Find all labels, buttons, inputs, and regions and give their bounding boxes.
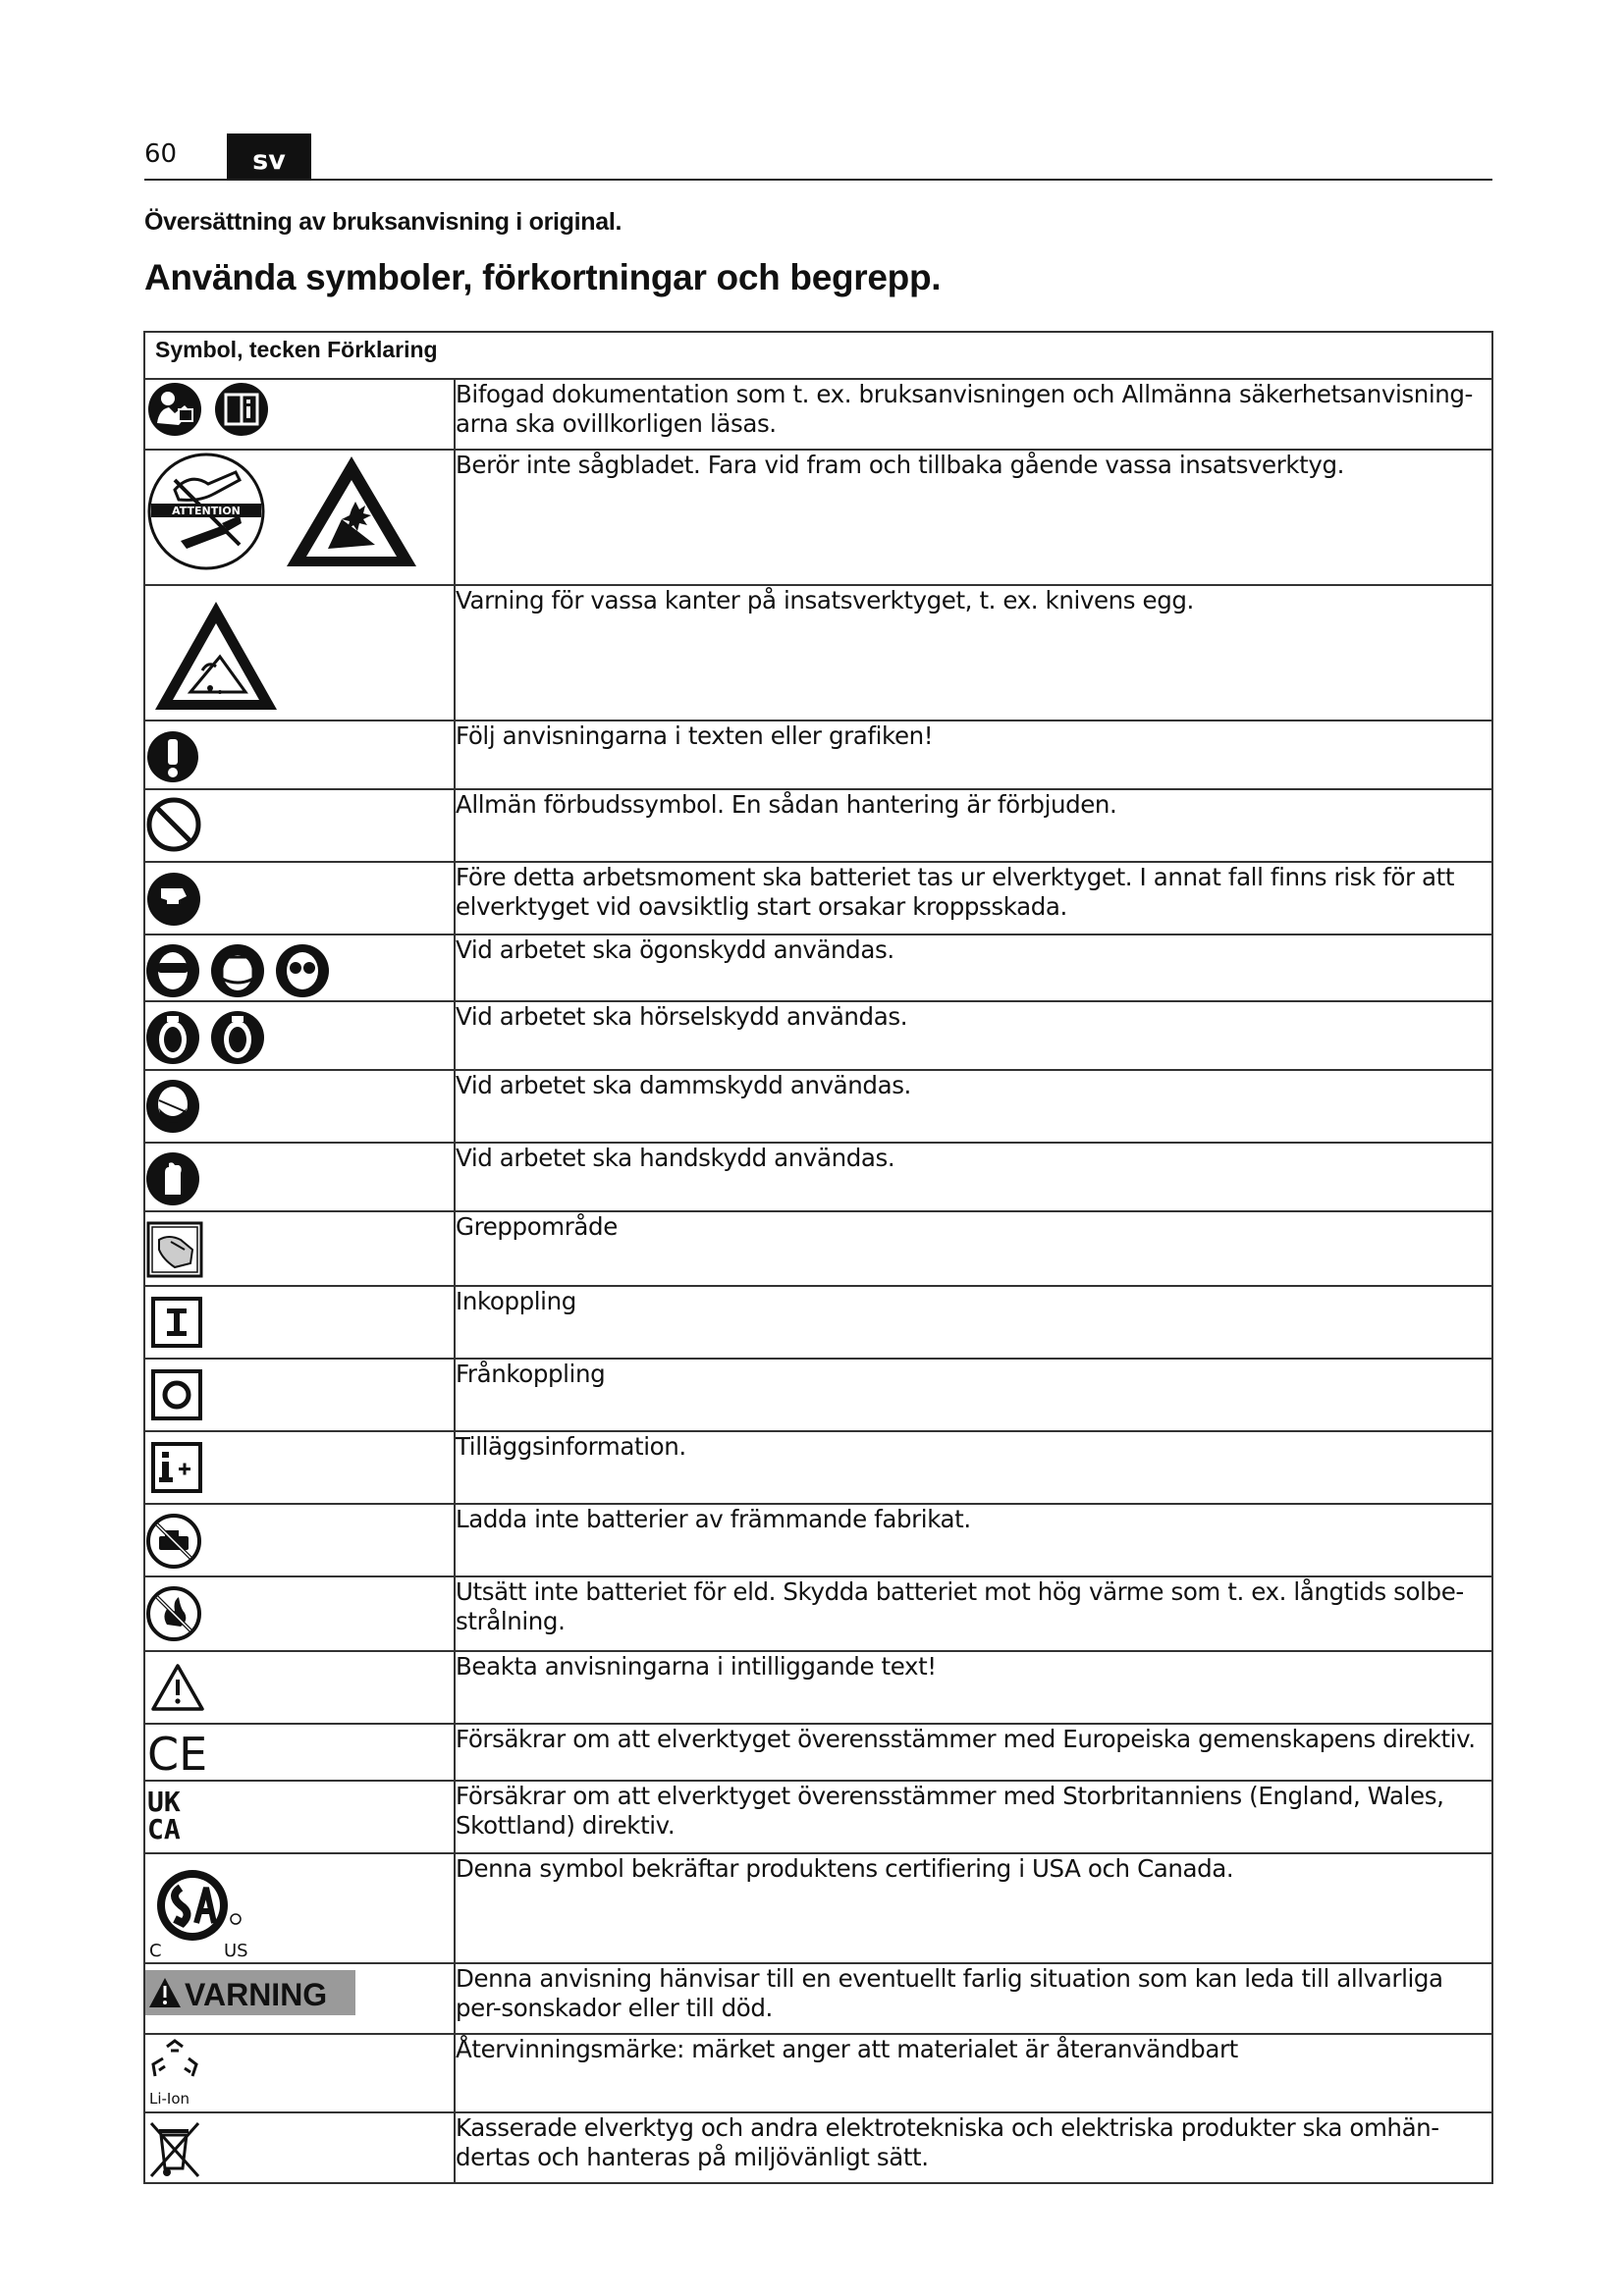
- explanation-cell: Tilläggsinformation.: [455, 1431, 1492, 1504]
- page-title: Använda symboler, förkortningar och begrepp.: [144, 257, 942, 297]
- explanation-cell: Allmän förbudssymbol. En sådan hantering är förbjuden.: [455, 789, 1492, 862]
- explanation-cell: Bifogad dokumentation som t. ex. bruksanvisningen och Allmänna säkerhetsanvisning-arna ska ovillkorligen läsas.: [455, 379, 1492, 450]
- symbol-cell: [144, 1286, 455, 1359]
- header-explanation: Förklaring: [327, 337, 438, 362]
- table-row: [144, 1781, 1492, 1853]
- table-row: [144, 585, 1492, 721]
- table-row: [144, 721, 1492, 789]
- table-row: [144, 934, 1492, 1001]
- recycling-li-ion-icon: [145, 2037, 204, 2109]
- symbol-cell: [144, 1431, 455, 1504]
- csa-mark-icon: [145, 1858, 263, 1960]
- table-row: [144, 1504, 1492, 1576]
- table-row: [144, 1963, 1492, 2034]
- csa-us-label: US: [224, 1941, 248, 1960]
- explanation-cell: Kasserade elverktyg och andra elektrotekniska och elektriska produkter ska omhän-dertas och hanteras på miljövänligt sätt.: [455, 2112, 1492, 2183]
- explanation-cell: Denna symbol bekräftar produktens certifiering i USA och Canada.: [455, 1853, 1492, 1963]
- symbol-cell: [144, 1359, 455, 1431]
- table-row: [144, 2112, 1492, 2183]
- goggles-icon: [275, 943, 330, 998]
- explanation-cell: Försäkrar om att elverktyget överensstämmer med Storbritanniens (England, Wales, Skottland) direktiv.: [455, 1781, 1492, 1853]
- dust-mask-icon: [145, 1079, 200, 1134]
- symbol-cell: [144, 1651, 455, 1724]
- eye-protection-icon: [145, 943, 200, 998]
- remove-battery-icon: [145, 871, 202, 928]
- symbol-cell: [144, 789, 455, 862]
- table-row: [144, 1143, 1492, 1211]
- table-row: [144, 1576, 1492, 1651]
- explanation-cell: Frånkoppling: [455, 1359, 1492, 1431]
- symbol-cell: [144, 721, 455, 789]
- symbol-cell: [144, 379, 455, 450]
- prohibition-icon: [145, 796, 202, 853]
- symbol-cell: [144, 1781, 455, 1853]
- symbol-cell: [144, 450, 455, 585]
- explanation-cell: Följ anvisningarna i texten eller grafiken!: [455, 721, 1492, 789]
- table-row: [144, 1651, 1492, 1724]
- ukca-mark-icon: [145, 1786, 204, 1844]
- table-header-row: [144, 332, 1492, 379]
- no-foreign-charger-icon: [145, 1513, 202, 1570]
- gloves-icon: [145, 1151, 200, 1206]
- explanation-cell: Berör inte sågbladet. Fara vid fram och tillbaka gående vassa insatsverktyg.: [455, 450, 1492, 585]
- symbol-cell: [144, 1504, 455, 1576]
- uk-label: UK: [147, 1786, 181, 1818]
- grip-area-icon: [145, 1220, 204, 1279]
- ce-label: CE: [147, 1729, 208, 1778]
- explanation-cell: Före detta arbetsmoment ska batteriet tas ur elverktyget. I annat fall finns risk för att elverktyget vid oavsiktlig start orsakar kroppsskada.: [455, 862, 1492, 934]
- table-row: [144, 1211, 1492, 1286]
- attention-label: ATTENTION: [172, 505, 241, 517]
- explanation-cell: Utsätt inte batteriet för eld. Skydda batteriet mot hög värme som t. ex. långtids solbe-strålning.: [455, 1576, 1492, 1651]
- header-rule: [144, 179, 1492, 181]
- crossed-bin-icon: [145, 2119, 204, 2180]
- explanation-cell: Ladda inte batterier av främmande fabrikat.: [455, 1504, 1492, 1576]
- table-row: [144, 379, 1492, 450]
- exclamation-icon: [145, 729, 200, 784]
- table-row: [144, 1070, 1492, 1143]
- symbol-cell: [144, 1963, 455, 2034]
- face-shield-icon: [210, 943, 265, 998]
- table-row: [144, 1359, 1492, 1431]
- sharp-edge-warning-icon: [151, 598, 281, 714]
- table-row: [144, 1853, 1492, 1963]
- table-row: [144, 1724, 1492, 1781]
- symbol-cell: [144, 934, 455, 1001]
- explanation-cell: Beakta anvisningarna i intilliggande text!: [455, 1651, 1492, 1724]
- csa-c-label: C: [149, 1941, 162, 1960]
- symbol-cell: [144, 2034, 455, 2112]
- explanation-cell: Denna anvisning hänvisar till en eventuellt farlig situation som kan leda till allvarliga per-sonskador eller till död.: [455, 1963, 1492, 2034]
- saw-blade-warning-icon: [283, 451, 420, 572]
- symbol-cell: [144, 585, 455, 721]
- attention-hand-blade-icon: [145, 451, 267, 572]
- read-manual-icon: [145, 380, 204, 439]
- table-row: [144, 2034, 1492, 2112]
- symbol-cell: [144, 2112, 455, 2183]
- info-book-icon: [212, 380, 271, 439]
- symbol-cell: [144, 1211, 455, 1286]
- table-row: [144, 789, 1492, 862]
- table-row: [144, 1286, 1492, 1359]
- symbol-cell: [144, 1853, 455, 1963]
- table-row: [144, 862, 1492, 934]
- symbol-cell: [144, 862, 455, 934]
- ca-label: CA: [147, 1813, 181, 1844]
- language-badge: sv: [227, 133, 311, 181]
- varning-label: VARNING: [185, 1977, 328, 2012]
- li-ion-label: Li-Ion: [149, 2090, 190, 2108]
- varning-label-icon: [145, 1970, 355, 2017]
- ce-mark-icon: [145, 1729, 214, 1778]
- page-number: 60: [144, 139, 178, 169]
- no-fire-battery-icon: [145, 1585, 202, 1642]
- explanation-cell: Varning för vassa kanter på insatsverktyget, t. ex. knivens egg.: [455, 585, 1492, 721]
- symbol-cell: [144, 1143, 455, 1211]
- table-row: [144, 1431, 1492, 1504]
- explanation-cell: Vid arbetet ska handskydd användas.: [455, 1143, 1492, 1211]
- explanation-cell: Återvinningsmärke: märket anger att materialet är återanvändbart: [455, 2034, 1492, 2112]
- switch-off-icon: [149, 1367, 204, 1422]
- explanation-cell: Vid arbetet ska hörselskydd användas.: [455, 1001, 1492, 1070]
- explanation-cell: Inkoppling: [455, 1286, 1492, 1359]
- explanation-cell: Vid arbetet ska ögonskydd användas.: [455, 934, 1492, 1001]
- document-subtitle: Översättning av bruksanvisning i original.: [144, 208, 623, 236]
- table-header: [144, 332, 1492, 379]
- warning-triangle-icon: [149, 1662, 206, 1713]
- explanation-cell: Greppområde: [455, 1211, 1492, 1286]
- symbol-cell: [144, 1576, 455, 1651]
- symbol-table: [143, 331, 1493, 2184]
- table-row: [144, 1001, 1492, 1070]
- table-row: [144, 450, 1492, 585]
- switch-on-icon: [149, 1295, 204, 1350]
- ear-protection-icon: [145, 1010, 200, 1065]
- explanation-cell: Vid arbetet ska dammskydd användas.: [455, 1070, 1492, 1143]
- explanation-cell: Försäkrar om att elverktyget överensstämmer med Europeiska gemenskapens direktiv.: [455, 1724, 1492, 1781]
- symbol-cell: [144, 1070, 455, 1143]
- symbol-cell: [144, 1001, 455, 1070]
- ear-protection-icon: [210, 1010, 265, 1065]
- symbol-cell: [144, 1724, 455, 1781]
- info-plus-icon: [149, 1440, 204, 1495]
- header-symbol: Symbol, tecken: [155, 337, 321, 362]
